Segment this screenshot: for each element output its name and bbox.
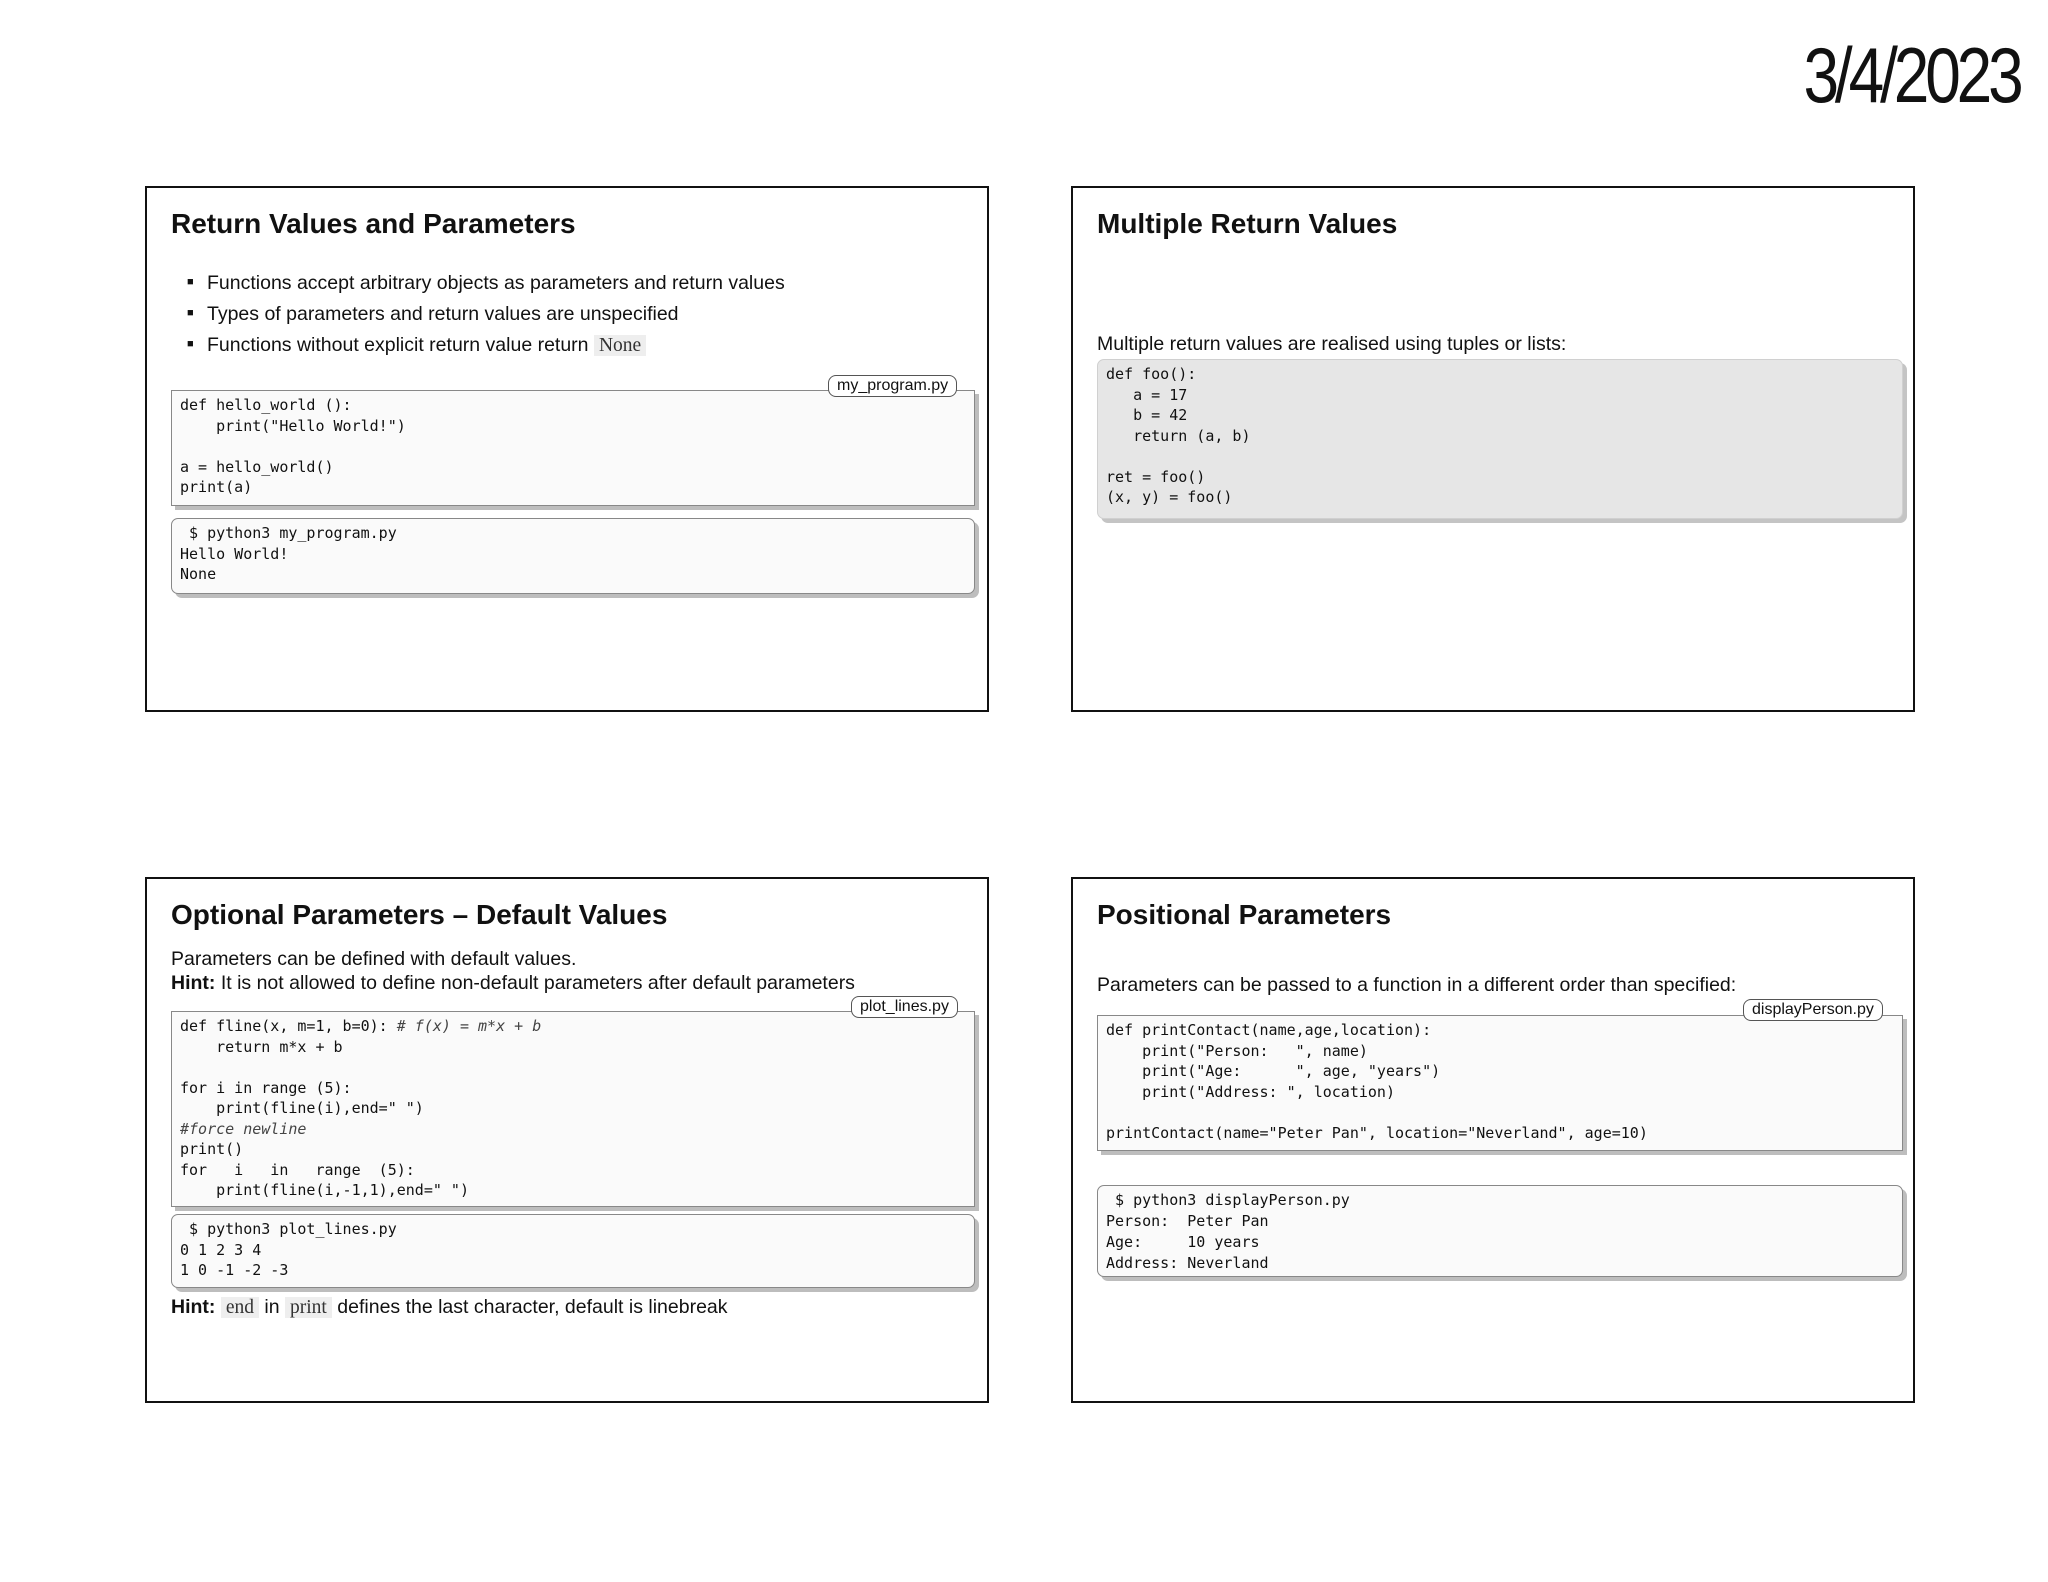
slide-multiple-return: [1071, 186, 1915, 712]
slide-title: Multiple Return Values: [1097, 208, 1398, 239]
slide-title: Optional Parameters – Default Values: [171, 899, 668, 930]
terminal-output: $ python3 displayPerson.py Person: Peter Pan Age: 10 years Address: Neverland: [1097, 1185, 1903, 1277]
terminal-output: $ python3 plot_lines.py 0 1 2 3 4 1 0 -1 -2 -3: [171, 1214, 975, 1288]
slide-title: Positional Parameters: [1097, 899, 1392, 930]
bullet-item: ■ Types of parameters and return values are unspecified: [187, 303, 785, 326]
inline-code-print: print: [285, 1297, 332, 1318]
slide-text: Parameters can be defined with default values. Hint: It is not allowed to define non-default parameters after default parameters: [171, 948, 855, 994]
code-comment: # f(x) = m*x + b: [396, 1017, 542, 1035]
inline-code-end: end: [221, 1297, 259, 1318]
page-date: 3/4/2023: [1803, 31, 2020, 119]
code-block: def foo(): a = 17 b = 42 return (a, b) ret = foo() (x, y) = foo(): [1097, 359, 1903, 519]
slide-positional-parameters: [1071, 877, 1915, 1403]
hint-line: Hint: end in print defines the last character, default is linebreak: [171, 1296, 728, 1318]
hint-line: Hint: It is not allowed to define non-default parameters after default parameters: [171, 972, 855, 994]
filename-label: displayPerson.py: [1743, 999, 1883, 1021]
code-comment: #force newline: [180, 1119, 307, 1138]
inline-code-none: None: [594, 335, 646, 356]
slide-return-values: [145, 186, 989, 712]
code-block: def printContact(name,age,location): print("Person: ", name) print("Age: ", age, "years") print("Address: ", location) printContact(name="Peter Pan", location="Neverland", age=10): [1097, 1015, 1903, 1151]
slide-optional-parameters: [145, 877, 989, 1403]
code-block: def fline(x, m=1, b=0): # f(x) = m*x + b return m*x + b for i in range (5): print(fline(i),end=" ") #force newline print() for i in range (5): print(fline(i,-1,1),end=" "): [171, 1011, 975, 1207]
slide-text: Parameters can be passed to a function in a different order than specified:: [1097, 974, 1737, 996]
slide-title: Return Values and Parameters: [171, 208, 576, 239]
bullet-list: [187, 272, 785, 365]
filename-label: my_program.py: [828, 375, 957, 397]
code-block: def hello_world (): print("Hello World!") a = hello_world() print(a): [171, 390, 975, 506]
filename-label: plot_lines.py: [851, 996, 958, 1018]
bullet-item: ■ Functions accept arbitrary objects as parameters and return values: [187, 272, 785, 295]
bullet-item: ■ Functions without explicit return value return None: [187, 334, 785, 357]
terminal-output: $ python3 my_program.py Hello World! None: [171, 518, 975, 594]
slide-text: Multiple return values are realised using tuples or lists:: [1097, 333, 1567, 355]
